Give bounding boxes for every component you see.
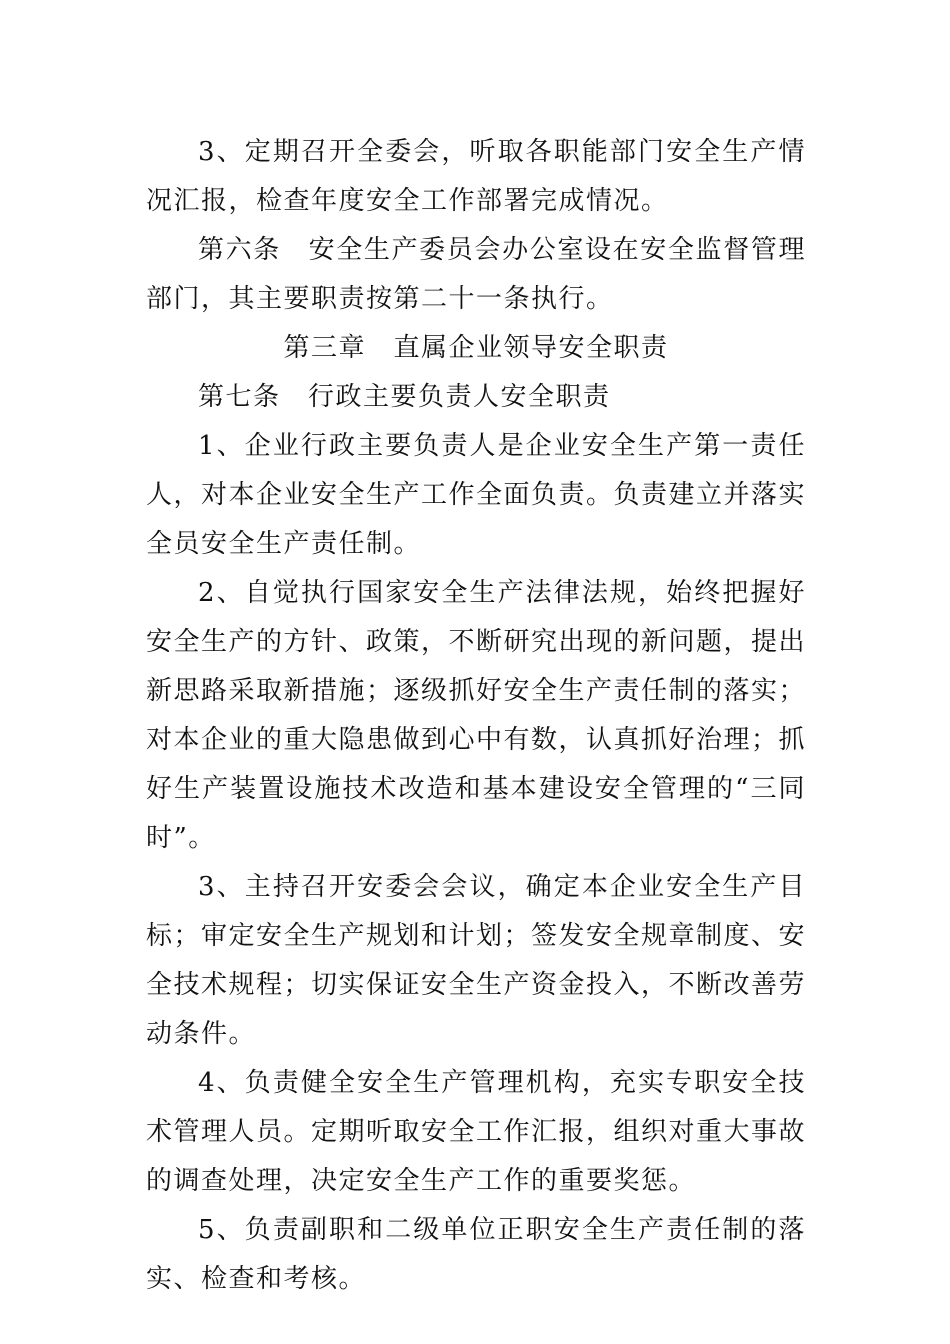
article-7-title: 第七条 行政主要负责人安全职责	[198, 382, 611, 412]
paragraph-item-3-meeting: 3、定期召开全委会，听取各职能部门安全生产情况汇报，检查年度安全工作部署完成情况。	[146, 137, 806, 216]
paragraph-item-1: 1、企业行政主要负责人是企业安全生产第一责任人，对本企业安全生产工作全面负责。负责建立并落实全员安全生产责任制。	[146, 431, 807, 559]
paragraph-item-2: 2、自觉执行国家安全生产法律法规，始终把握好安全生产的方针、政策，不断研究出现的新问题，提出新思路采取新措施；逐级抓好安全生产责任制的落实；对本企业的重大隐患做到心中有数，认真抓好治理；抓好生产装置设施技术改造和基本建设安全管理的“三同时”。	[146, 578, 807, 853]
paragraph-item-3: 3、主持召开安委会会议，确定本企业安全生产目标；审定安全生产规划和计划；签发安全规章制度、安全技术规程；切实保证安全生产资金投入，不断改善劳动条件。	[146, 872, 807, 1049]
document-page	[146, 128, 806, 1304]
paragraph-article-6: 第六条 安全生产委员会办公室设在安全监督管理部门，其主要职责按第二十一条执行。	[146, 235, 806, 314]
paragraph-item-4: 4、负责健全安全生产管理机构，充实专职安全技术管理人员。定期听取安全工作汇报，组织对重大事故的调查处理，决定安全生产工作的重要奖惩。	[146, 1068, 807, 1196]
paragraph-item-5: 5、负责副职和二级单位正职安全生产责任制的落实、检查和考核。	[146, 1215, 806, 1294]
chapter-heading: 第三章 直属企业领导安全职责	[283, 333, 669, 363]
